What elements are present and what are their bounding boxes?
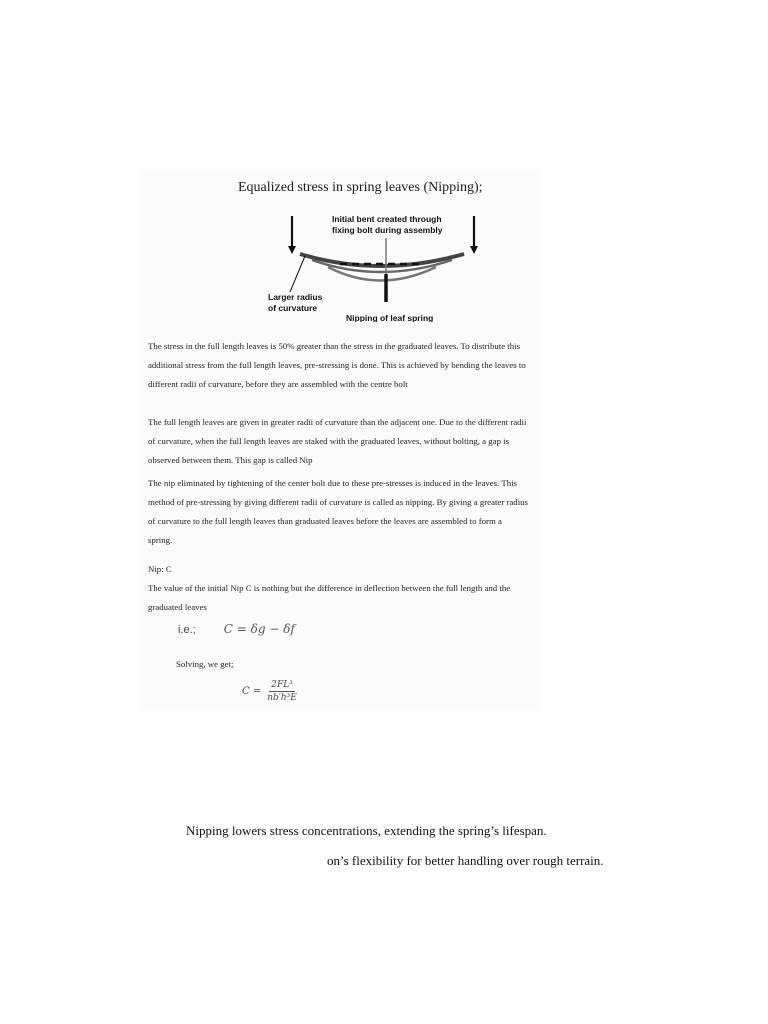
paragraph-radii: The full length leaves are given in greater radii of curvature than the adjacent one. Due to the different radii of curvature, when the full length leaves are staked with the graduated leaves, without bolting, a gap is observed between them. This gap is called Nip bbox=[148, 417, 527, 465]
ie-equation-row bbox=[178, 622, 295, 636]
left-arrow-head bbox=[288, 246, 296, 254]
formula-denominator: nb′h³E bbox=[267, 693, 297, 703]
section-heading: Equalized stress in spring leaves (Nipping); bbox=[238, 180, 483, 195]
formula-numerator: 2FL³ bbox=[271, 680, 293, 690]
label-fixing-bolt: fixing bolt during assembly bbox=[332, 225, 443, 235]
caption-line-1: Nipping lowers stress concentrations, extending the spring’s lifespan. bbox=[186, 823, 547, 838]
label-larger-radius: Larger radius bbox=[268, 292, 323, 302]
nip-formula bbox=[242, 680, 297, 703]
formula-lhs: C = bbox=[242, 686, 262, 697]
nip-heading: Nip: C bbox=[148, 564, 172, 574]
paragraph-stress: The stress in the full length leaves is 50% greater than the stress in the graduated leaves. To distribute this additional stress from the full length leaves, pre-stressing is done. This is achieved by bending the leaves to different radii of curvature, before they are assembled with the centre bolt bbox=[148, 341, 526, 389]
formula-fraction bbox=[267, 680, 297, 703]
right-arrow-head bbox=[470, 246, 478, 254]
nip-section bbox=[148, 560, 528, 617]
diagram-caption: Nipping of leaf spring bbox=[346, 313, 434, 322]
radius-pointer bbox=[290, 256, 305, 292]
label-initial-bent: Initial bent created through bbox=[332, 214, 442, 224]
caption-line-2: on’s flexibility for better handling over rough terrain. bbox=[327, 853, 604, 868]
ie-label: i.e.; bbox=[178, 624, 196, 636]
label-of-curvature: of curvature bbox=[268, 303, 318, 313]
ie-equation: C = δg − δf bbox=[223, 622, 295, 636]
paragraph-nipping: The nip eliminated by tightening of the center bolt due to these pre-stresses is induced in the leaves. This method of pre-stressing by giving different radii of curvature is called as nipping. By giving a greater radius of curvature to the full length leaves than graduated leaves before the leaves are assembled to form a spring. bbox=[148, 478, 528, 545]
solving-label: Solving, we get; bbox=[176, 659, 234, 669]
leaf-spring-diagram bbox=[260, 212, 490, 322]
nip-text: The value of the initial Nip C is nothing but the difference in deflection between the full length and the graduated leaves bbox=[148, 583, 511, 612]
